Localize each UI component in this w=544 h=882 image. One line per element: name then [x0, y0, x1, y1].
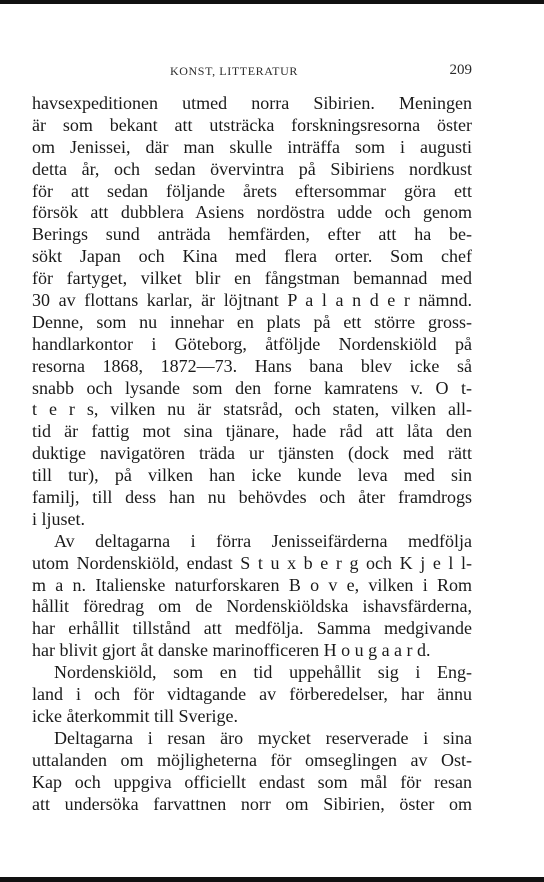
paragraph-start-line: Av deltagarna i förra Jenisseifärderna medfölja: [54, 530, 472, 551]
text-line: uttalanden om möjligheterna för omseglingen av Ost-: [32, 749, 472, 770]
text-line: till tur), på vilken han icke kunde leva med sin: [32, 465, 472, 486]
text-line: sökt Japan och Kina med flera orter. Som chef: [32, 246, 472, 267]
text-line: tid är fattig mot sina tjänare, hade råd att låta den: [32, 421, 472, 442]
text-line: Denne, som nu innehar en plats på ett större gross-: [32, 311, 472, 332]
text-line: m a n. Italienske naturforskaren B o v e, vilken i Rom: [32, 574, 472, 595]
text-line: 30 av flottans karlar, är löjtnant P a l a n d e r nämnd.: [32, 290, 472, 311]
paragraph-start-line: Nordenskiöld, som en tid uppehållit sig i Eng-: [54, 662, 472, 683]
paragraph-end-line: har blivit gjort åt danske marinofficeren H o u g a a r d.: [32, 640, 431, 661]
text-line: t e r s, vilken nu är statsråd, och staten, vilken all-: [32, 399, 472, 420]
text-line: har erhållit tillstånd att medfölja. Samma medgivande: [32, 618, 472, 639]
running-title: KONST, LITTERATUR: [170, 64, 298, 78]
text-line: duktige navigatören träda ur tjänsten (dock med rätt: [32, 443, 472, 464]
top-border-rule: [0, 0, 544, 4]
text-line: är som bekant att utsträcka forskningsresorna öster: [32, 114, 472, 135]
paragraph-end-line: icke återkommit till Sverige.: [32, 705, 238, 726]
text-line: hållit föredrag om de Nordenskiöldska ishavsfärderna,: [32, 596, 472, 617]
running-header: [0, 64, 544, 82]
text-line: Berings sund anträda hemfärden, efter att ha be-: [32, 224, 472, 245]
paragraph-start-line: Deltagarna i resan äro mycket reserverade i sina: [54, 727, 472, 748]
paragraph-end-line: i ljuset.: [32, 508, 85, 529]
text-line: att undersöka farvattnen norr om Sibirien, öster om: [32, 793, 472, 814]
text-line: utom Nordenskiöld, endast S t u x b e r g och K j e l l-: [32, 552, 472, 573]
text-line: havsexpeditionen utmed norra Sibirien. Meningen: [32, 93, 472, 113]
text-line: för att sedan följande årets eftersommar göra ett: [32, 180, 472, 201]
text-line: detta år, och sedan övervintra på Sibiriens nordkust: [32, 158, 472, 179]
text-line: försök att dubblera Asiens nordöstra udde och genom: [32, 202, 472, 223]
text-line: resorna 1868, 1872—73. Hans bana blev icke så: [32, 355, 472, 376]
text-line: handlarkontor i Göteborg, åtföljde Nordenskiöld på: [32, 333, 472, 354]
bottom-border-rule: [0, 877, 544, 882]
text-line: familj, till dess han nu behövdes och åter framdrogs: [32, 487, 472, 508]
text-line: för fartyget, vilket blir en fångstman bemannad med: [32, 268, 472, 289]
text-line: land i och för vidtagande av förberedelser, har ännu: [32, 684, 472, 705]
body-text: [32, 93, 472, 815]
text-line: Kap och uppgiva officiellt endast som mål för resan: [32, 771, 472, 792]
text-line: snabb och lysande som den forne kamratens v. O t-: [32, 377, 472, 398]
page-number: 209: [449, 62, 472, 78]
text-line: om Jenissei, där man skulle inträffa som i augusti: [32, 136, 472, 157]
